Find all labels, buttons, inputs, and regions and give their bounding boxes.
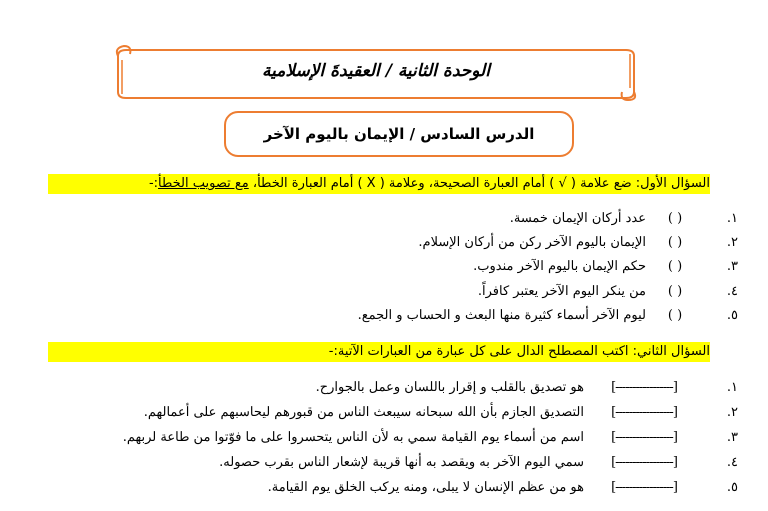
item-number: ١. (726, 211, 738, 226)
answer-parentheses[interactable]: ( ) (667, 211, 683, 226)
question-2-item (123, 427, 738, 449)
answer-blank[interactable]: [-----------------] (611, 380, 677, 395)
question-2-item (144, 402, 738, 424)
item-text: هو تصديق بالقلب و إقرار باللسان وعمل بالجوارح. (315, 380, 584, 395)
answer-blank[interactable]: [-----------------] (611, 455, 677, 470)
answer-parentheses[interactable]: ( ) (667, 284, 683, 299)
item-number: ٤. (726, 284, 738, 299)
item-text: سمي اليوم الآخر به ويقصد به أنها قريبة لإشعار الناس بقرب حصوله. (219, 455, 584, 470)
answer-parentheses[interactable]: ( ) (667, 308, 683, 323)
item-number: ٢. (726, 235, 738, 250)
question-1-heading-underlined: مع تصويب الخطأ (158, 176, 249, 191)
question-2-item (219, 452, 738, 474)
item-text: التصديق الجازم بأن الله سبحانه سيبعث الناس من قبورهم ليحاسبهم على أعمالهم. (143, 405, 584, 420)
question-1-item (478, 281, 738, 303)
item-text: من ينكر اليوم الآخر يعتبر كافراً. (477, 284, 646, 299)
item-number: ٣. (726, 259, 738, 274)
question-2-item (316, 377, 738, 399)
question-1-item (358, 305, 738, 327)
item-number: ٥. (726, 480, 738, 495)
item-text: ليوم الآخر أسماء كثيرة منها البعث و الحساب و الجمع. (357, 308, 646, 323)
item-number: ٣. (726, 430, 738, 445)
unit-title: الوحدة الثانية / العقيدةَ الإسلامية (262, 61, 490, 81)
item-number: ٢. (726, 405, 738, 420)
answer-parentheses[interactable]: ( ) (667, 235, 683, 250)
item-number: ١. (726, 380, 738, 395)
item-number: ٤. (726, 455, 738, 470)
question-2-item (268, 477, 738, 499)
item-text: عدد أركان الإيمان خمسة. (509, 211, 646, 226)
question-1-heading (48, 174, 710, 194)
answer-blank[interactable]: [-----------------] (611, 405, 677, 420)
item-text: هو من عظم الإنسان لا يبلى، ومنه يركب الخلق يوم القيامة. (267, 480, 584, 495)
question-1-heading-text: السؤال الأول: ضع علامة ( √ ) أمام العبارة الصحيحة، وعلامة ( X ) أمام العبارة الخطأ، (248, 176, 710, 191)
lesson-title-box (224, 111, 574, 157)
answer-blank[interactable]: [-----------------] (611, 480, 677, 495)
question-1-item (418, 232, 738, 254)
question-2-heading: السؤال الثاني: اكتب المصطلح الدال على كل عبارة من العبارات الآتية:- (48, 342, 710, 362)
item-text: الإيمان باليوم الآخر ركن من أركان الإسلام. (418, 235, 646, 250)
question-1-item (473, 256, 738, 278)
question-1-heading-tail: :- (148, 176, 159, 191)
answer-parentheses[interactable]: ( ) (667, 259, 683, 274)
item-number: ٥. (726, 308, 738, 323)
lesson-title: الدرس السادس / الإيمان باليوم الآخر (263, 125, 535, 143)
item-text: اسم من أسماء يوم القيامة سمي به لأن الناس يتحسروا على ما فوّتوا من طاعة لربهم. (122, 430, 584, 445)
item-text: حكم الإيمان باليوم الآخر مندوب. (473, 259, 646, 274)
question-1-item (510, 208, 738, 230)
answer-blank[interactable]: [-----------------] (611, 430, 677, 445)
